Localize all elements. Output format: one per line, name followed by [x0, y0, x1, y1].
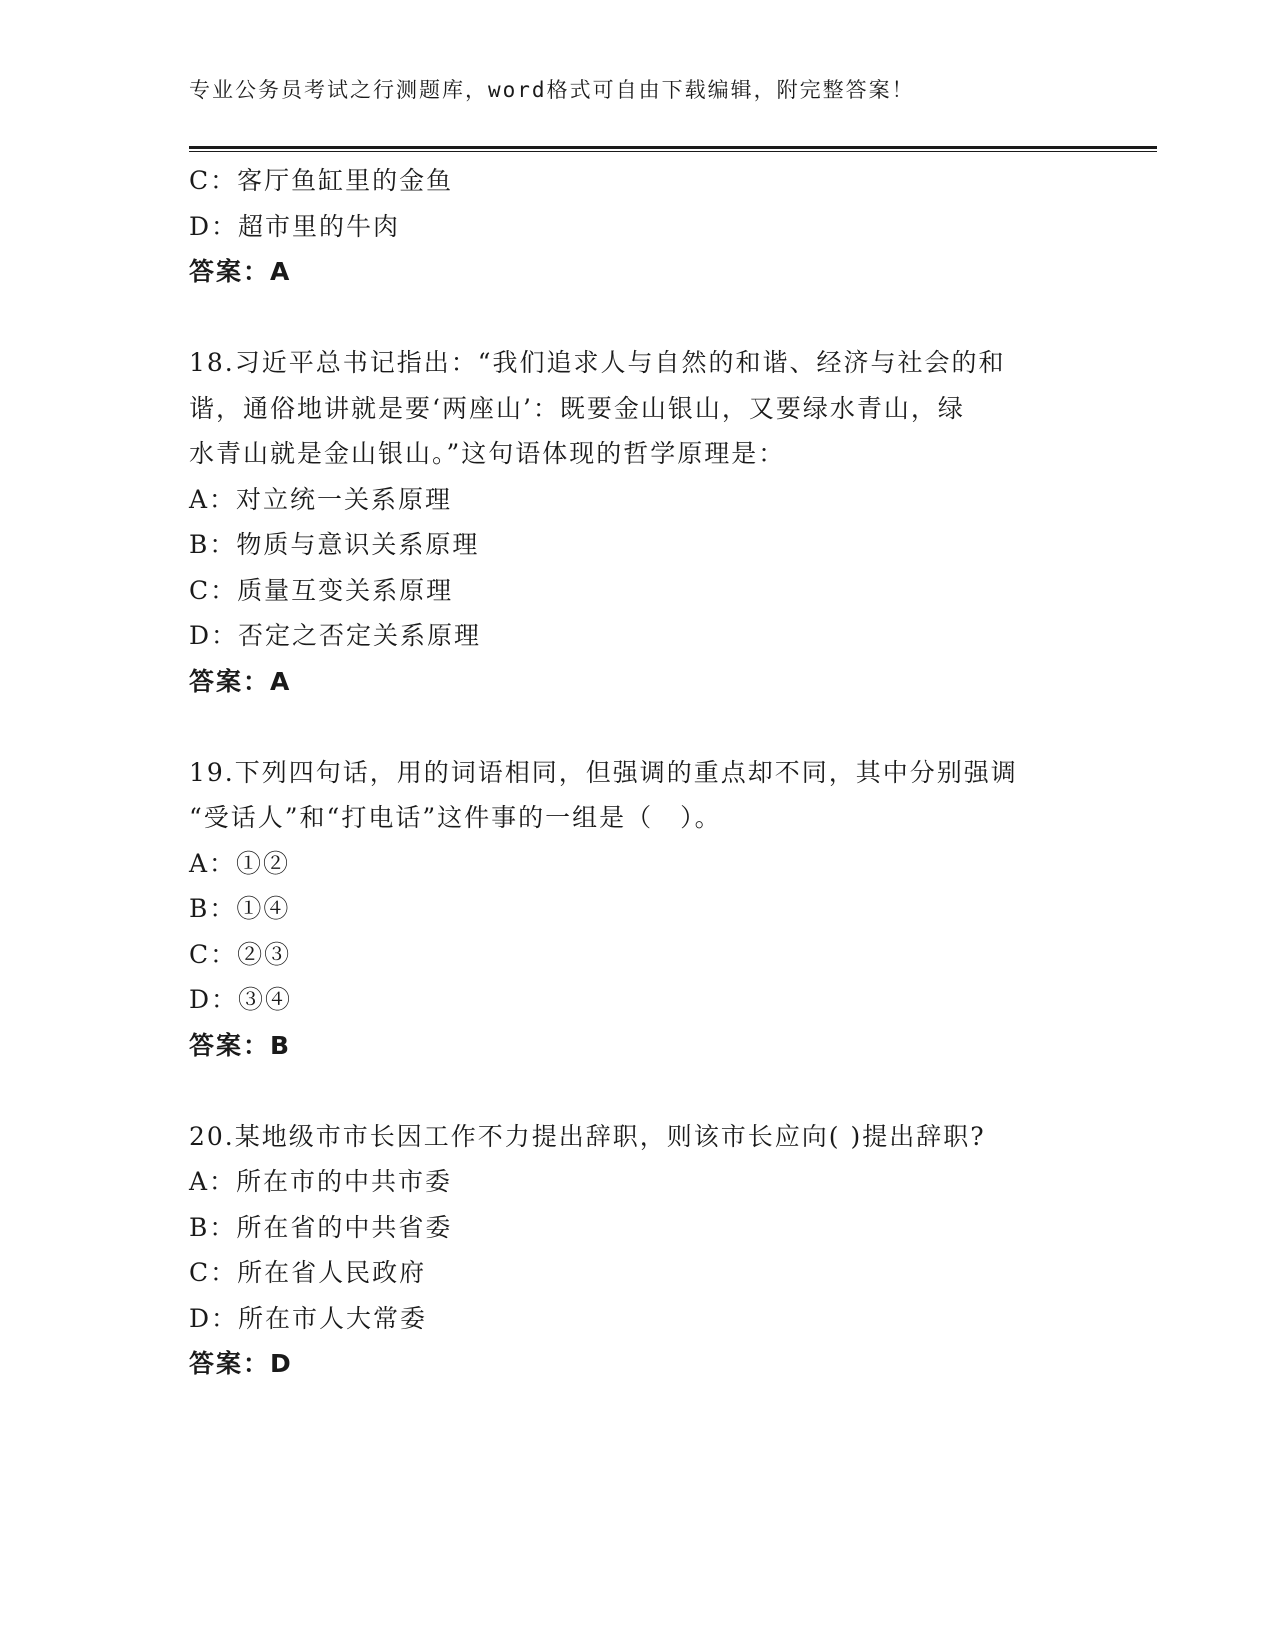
- question-20: [189, 1114, 1089, 1387]
- option-d: D：③④: [189, 985, 293, 1014]
- question-18: [189, 340, 1089, 704]
- header-rule-thin: [189, 151, 1157, 152]
- question-list: [189, 158, 1089, 1387]
- option-a: A：对立统一关系原理: [189, 484, 453, 514]
- option-a: A：所在市的中共市委: [189, 1167, 453, 1196]
- answer-line: 答案：D: [189, 1349, 293, 1378]
- option-b: B：所在省的中共省委: [189, 1212, 453, 1242]
- option-c: C：所在省人民政府: [189, 1258, 427, 1287]
- option-b: B：物质与意识关系原理: [189, 530, 480, 559]
- question-stem: 19.下列四句话，用的词语相同，但强调的重点却不同，其中分别强调: [189, 757, 1018, 787]
- spacer: [189, 295, 1089, 341]
- option-b: B：①④: [189, 894, 291, 923]
- question-17-tail: [189, 158, 1089, 295]
- option-d: D：所在市人大常委: [189, 1303, 428, 1333]
- question-19: [189, 750, 1089, 1069]
- question-stem: 谐，通俗地讲就是要‘两座山’：既要金山银山，又要绿水青山，绿: [189, 393, 965, 423]
- page-header: 专业公务员考试之行测题库，word格式可自由下载编辑，附完整答案！: [189, 78, 915, 102]
- option-c: C：质量互变关系原理: [189, 575, 454, 605]
- question-stem: 20.某地级市市长因工作不力提出辞职，则该市长应向( )提出辞职?: [189, 1121, 986, 1151]
- option-c: C：客厅鱼缸里的金鱼: [189, 166, 454, 195]
- header-rule-thick: [189, 146, 1157, 149]
- answer-line: 答案：A: [189, 666, 292, 696]
- question-stem: 18.习近平总书记指出：“我们追求人与自然的和谐、经济与社会的和: [189, 348, 1006, 377]
- option-d: D：超市里的牛肉: [189, 211, 401, 241]
- question-stem: “受话人”和“打电话”这件事的一组是（ ）。: [189, 803, 722, 832]
- spacer: [189, 704, 1089, 750]
- spacer: [189, 1068, 1089, 1114]
- option-a: A：①②: [189, 848, 291, 878]
- answer-line: 答案：B: [189, 1030, 292, 1060]
- question-stem: 水青山就是金山银山。”这句语体现的哲学原理是：: [189, 439, 786, 468]
- answer-line: 答案：A: [189, 257, 292, 286]
- option-c: C：②③: [189, 939, 292, 969]
- option-d: D：否定之否定关系原理: [189, 621, 482, 650]
